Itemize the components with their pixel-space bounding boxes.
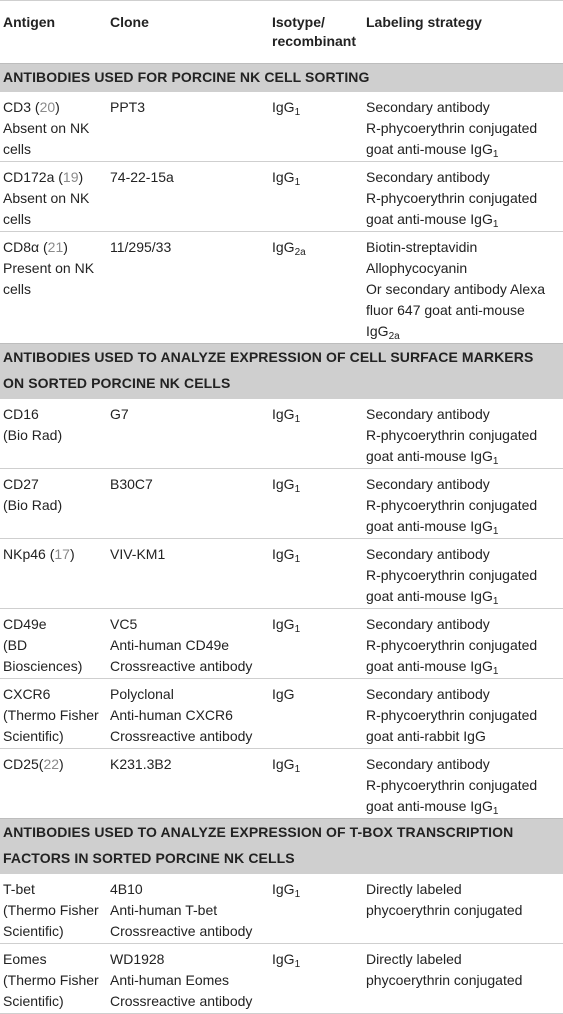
header-isotype: Isotype/ recombinant (272, 14, 357, 49)
cell-labeling: Secondary antibody R-phycoerythrin conjugated goat anti-rabbit IgG (366, 686, 538, 744)
cell-clone: PPT3 (110, 99, 146, 115)
cell-clone: 74-22-15a (110, 169, 174, 185)
cell-clone: B30C7 (110, 476, 153, 492)
cell-isotype: IgG$_1$ (272, 951, 301, 970)
cell-antigen: CD16 (Bio Rad) (3, 406, 63, 443)
cell-isotype: IgG$_1$ (272, 881, 301, 900)
table-header (0, 0, 563, 63)
cell-antigen: CD172a (19) Absent on NK cells (3, 169, 90, 227)
cell-clone: WD1928 Anti-human Eomes Crossreactive antibody (110, 951, 253, 1009)
cell-labeling: Secondary antibody R-phycoerythrin conjugated goat anti-mouse IgG$_1$ (366, 616, 538, 677)
cell-antigen: CD8α (21) Present on NK cells (3, 239, 95, 297)
header-clone: Clone (110, 14, 149, 30)
cell-labeling: Secondary antibody R-phycoerythrin conjugated goat anti-mouse IgG$_1$ (366, 169, 538, 230)
cell-labeling: Secondary antibody R-phycoerythrin conjugated goat anti-mouse IgG$_1$ (366, 546, 538, 607)
cell-antigen: CD3 (20) Absent on NK cells (3, 99, 90, 157)
header-antigen: Antigen (3, 14, 56, 30)
table-row (0, 873, 563, 943)
cell-antigen: CD49e (BD Biosciences) (3, 616, 83, 674)
cell-clone: 4B10 Anti-human T-bet Crossreactive antibody (110, 881, 253, 939)
cell-isotype: IgG$_1$ (272, 546, 301, 565)
cell-clone: Polyclonal Anti-human CXCR6 Crossreactive antibody (110, 686, 253, 744)
section-heading: ANTIBODIES USED FOR PORCINE NK CELL SORTING (0, 63, 563, 91)
table-row (0, 468, 563, 538)
cell-isotype: IgG (272, 686, 295, 702)
cell-isotype: IgG$_1$ (272, 406, 301, 425)
cell-labeling: Secondary antibody R-phycoerythrin conjugated goat anti-mouse IgG$_1$ (366, 756, 538, 817)
cell-clone: VIV-KM1 (110, 546, 166, 562)
table-body (0, 63, 563, 1013)
cell-clone: K231.3B2 (110, 756, 172, 772)
cell-isotype: IgG$_1$ (272, 99, 301, 118)
table-row (0, 231, 563, 343)
cell-isotype: IgG$_1$ (272, 616, 301, 635)
cell-isotype: IgG$_1$ (272, 169, 301, 188)
cell-labeling: Directly labeled phycoerythrin conjugated (366, 881, 523, 918)
table-row (0, 161, 563, 231)
cell-clone: G7 (110, 406, 129, 422)
cell-labeling: Directly labeled phycoerythrin conjugated (366, 951, 523, 988)
cell-labeling: Secondary antibody R-phycoerythrin conjugated goat anti-mouse IgG$_1$ (366, 99, 538, 160)
cell-labeling: Biotin-streptavidin Allophycocyanin Or secondary antibody Alexa fluor 647 goat anti-mouse IgG$_{2a}$ (366, 239, 545, 342)
table-row (0, 608, 563, 678)
cell-isotype: IgG$_1$ (272, 756, 301, 775)
cell-antigen: NKp46 (17) (3, 546, 75, 562)
table-row (0, 538, 563, 608)
cell-antigen: CXCR6 (Thermo Fisher Scientific) (3, 686, 99, 744)
section-heading: ANTIBODIES USED TO ANALYZE EXPRESSION OF T-BOX TRANSCRIPTION FACTORS IN SORTED PORCINE NK CELLS (0, 818, 563, 873)
table-row (0, 748, 563, 818)
cell-labeling: Secondary antibody R-phycoerythrin conjugated goat anti-mouse IgG$_1$ (366, 406, 538, 467)
section-heading: ANTIBODIES USED TO ANALYZE EXPRESSION OF CELL SURFACE MARKERS ON SORTED PORCINE NK CELLS (0, 343, 563, 398)
cell-antigen: T-bet (Thermo Fisher Scientific) (3, 881, 99, 939)
table-row (0, 398, 563, 468)
cell-isotype: IgG$_{2a}$ (272, 239, 306, 258)
cell-clone: 11/295/33 (110, 239, 172, 255)
header-labeling: Labeling strategy (366, 14, 482, 30)
cell-antigen: CD25(22) (3, 756, 64, 772)
cell-isotype: IgG$_1$ (272, 476, 301, 495)
cell-clone: VC5 Anti-human CD49e Crossreactive antibody (110, 616, 253, 674)
table-row (0, 678, 563, 748)
table-row (0, 91, 563, 161)
cell-antigen: CD27 (Bio Rad) (3, 476, 63, 513)
cell-antigen: Eomes (Thermo Fisher Scientific) (3, 951, 99, 1009)
cell-labeling: Secondary antibody R-phycoerythrin conjugated goat anti-mouse IgG$_1$ (366, 476, 538, 537)
